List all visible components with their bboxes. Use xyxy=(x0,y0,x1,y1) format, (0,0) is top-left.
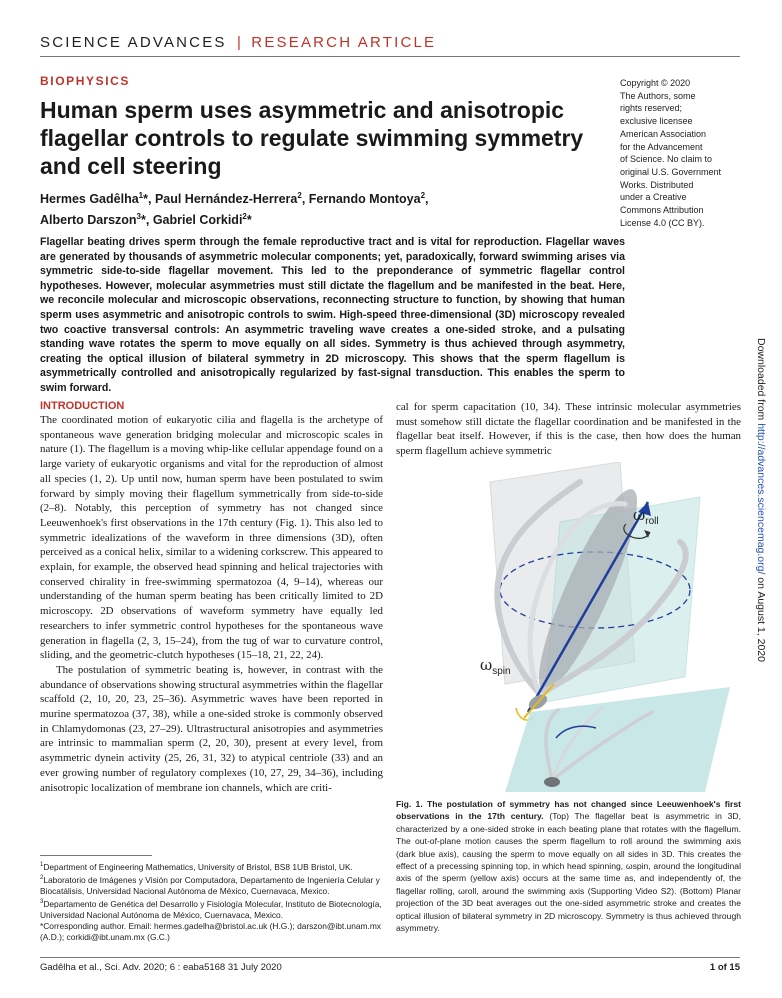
affiliation-item xyxy=(40,873,383,897)
affiliation-number: 2 xyxy=(40,874,44,881)
section-tag: BIOPHYSICS xyxy=(40,74,131,88)
corresponding-author xyxy=(40,921,383,943)
header-rule xyxy=(40,56,740,57)
author-affiliation: 3 xyxy=(136,212,141,222)
introduction-body xyxy=(40,413,383,795)
affiliation-text: Laboratorio de Imágenes y Visión por Computadora, Departamento de Ingeniería Celular y Biocatálisis, Universidad Nacional Autónoma de México, Cuernavaca, Mexico. xyxy=(40,874,380,896)
left-column xyxy=(40,400,383,795)
intro-paragraph-2: The postulation of symmetric beating is, however, in contrast with the abundance of observations showing structural asymmetries within the flagellar scaffold (2, 10, 20, 23, 25–36). Asymmetric waves have been reported in murine spermatozoa (37, 38), while a one-sided stroke is commonly observed in Chlamydomonas (23, 27–29). Ultrastructural anisotropies and asymmetries are intrinsic to mammalian sperm (2, 20, 30), present at every level, from asymmetric dynein activity (25, 26, 31, 32) to atypical centriole (33) and an ever growing number of regulatory complexes (10, 27, 29, 34–36), including anisotropic localization of membrane ion channels, which are criti- xyxy=(40,663,383,794)
header-separator: | xyxy=(237,34,241,51)
omega-spin-symbol: ω xyxy=(480,656,493,674)
copyright-line: License 4.0 (CC BY). xyxy=(620,217,705,228)
figure-1-caption xyxy=(396,798,741,934)
intro-paragraph-continued: cal for sperm capacitation (10, 34). These intrinsic molecular asymmetries must somehow still dictate the flagellar coordination and be manifested in the flagellar beat itself. However, if this is the case, then how does the human sperm flagellum achieve symmetric xyxy=(396,401,741,458)
corresponding-author-text[interactable]: *Corresponding author. Email: hermes.gadelha@bristol.ac.uk (H.G.); darszon@ibt.unam.mx (A.D.); corkidi@ibt.unam.mx (G.C.) xyxy=(40,920,381,942)
figure-1 xyxy=(430,462,730,792)
copyright-notice xyxy=(620,77,742,229)
author-affiliation: 1 xyxy=(138,191,144,200)
download-prefix: Downloaded from xyxy=(755,338,767,424)
article-type: RESEARCH ARTICLE xyxy=(251,34,437,51)
author-list xyxy=(40,187,600,229)
copyright-line: original U.S. Government xyxy=(620,166,722,177)
affiliation-text: Department of Engineering Mathematics, University of Bristol, BS8 1UB Bristol, UK. xyxy=(43,861,353,872)
affiliations xyxy=(40,860,383,943)
affiliation-text: Departamento de Genética del Desarrollo y Fisiología Molecular, Instituto de Biotecnología, Universidad Nacional Autónoma de México, Cuernavaca, Mexico. xyxy=(40,898,382,920)
author-suffix: *, xyxy=(141,213,153,228)
author-name[interactable]: Hermes Gadêlha xyxy=(40,192,139,207)
introduction-heading: INTRODUCTION xyxy=(40,400,125,412)
author-line-2 xyxy=(40,208,600,229)
caption-title: Fig. 1. The postulation of symmetry has not changed since Leeuwenhoek's first observations in the 17th century. xyxy=(396,799,741,822)
copyright-line: Copyright © 2020 xyxy=(620,78,691,88)
copyright-line: rights reserved; xyxy=(620,103,683,114)
caption-body: (Top) The flagellar beat is asymmetric in 3D, characterized by a one-sided stroke in each beating plane that rotates with the flagellum. The out-of-plane motion causes the sperm flagellum to roll around the swimming axis (dark blue axis), causing the sperm to move equally on all sides in 3D. This creates the effect of a precessing spinning top, in which head spinning, ωspin, around the longitudinal axis of the sperm (yellow axis) occurs at the same time as, and independently of, the flagellar rolling, ωroll, around the swimming axis (Supporting Video S2). (Bottom) Planar projection of the 3D beat averages out the one-sided asymmetric stroke and creates the optical illusion of bilateral symmetry in 2D microscopy. Symmetry is thus achieved through asymmetry. xyxy=(396,811,741,934)
affiliation-item xyxy=(40,897,383,921)
figure-1-illustration xyxy=(430,462,730,792)
author-suffix: * xyxy=(246,213,252,228)
author-suffix: , xyxy=(301,192,309,207)
journal-header xyxy=(40,34,436,51)
copyright-line: Commons Attribution xyxy=(620,205,704,216)
download-link[interactable]: http://advances.sciencemag.org/ xyxy=(755,423,767,575)
omega-spin-subscript: spin xyxy=(492,666,511,677)
abstract: Flagellar beating drives sperm through the female reproductive tract and is vital for reproduction. Flagellar waves are generated by thousands of asymmetric molecular components; yet, paradoxically, forward swimming arises via symmetric side-to-side flagellar movement. This led to the preponderance of symmetric flagellar control hypotheses. However, molecular asymmetries must still dictate the flagellum and be manifested in the beat. Here, we reconcile molecular and microscopic observations, reconnecting structure to function, by showing that human sperm uses asymmetric and anisotropic controls to swim. High-speed three-dimensional (3D) microscopy revealed two coactive transversal controls: An asymmetric traveling wave creates a one-sided stroke, and a pulsating standing wave rotates the sperm to move equally on all sides. Symmetry is thus achieved through asymmetry, creating the optical illusion of bilateral symmetry in 2D microscopy. This shows that the sperm flagellum is asymmetrically controlled and anisotropically regularized by fast-signal transduction. This enables the sperm to swim forward. xyxy=(40,236,625,394)
footer-rule xyxy=(40,957,740,958)
author-name[interactable]: Alberto Darszon xyxy=(40,213,137,228)
omega-roll-symbol: ω xyxy=(633,506,646,524)
affiliation-number: 1 xyxy=(40,862,44,868)
article-title: Human sperm uses asymmetric and anisotropic flagellar controls to regulate swimming symmetry and cell steering xyxy=(40,97,584,179)
journal-name: SCIENCE ADVANCES xyxy=(40,34,227,51)
author-affiliation: 2 xyxy=(242,212,247,222)
omega-roll-subscript: roll xyxy=(645,516,659,527)
affiliation-number: 3 xyxy=(40,898,44,905)
author-name[interactable]: Paul Hernández-Herrera xyxy=(154,192,298,207)
author-suffix: *, xyxy=(143,192,155,207)
author-line-1 xyxy=(40,187,600,208)
copyright-line: of Science. No claim to xyxy=(620,154,713,165)
affiliation-item xyxy=(40,860,383,873)
copyright-line: under a Creative xyxy=(620,192,687,203)
author-affiliation: 2 xyxy=(297,191,302,200)
page-number: 1 of 15 xyxy=(709,962,740,973)
copyright-line: for the Advancement xyxy=(620,141,703,152)
copyright-line: American Association xyxy=(620,128,707,139)
copyright-line: The Authors, some xyxy=(620,90,696,101)
download-suffix: on August 1, 2020 xyxy=(755,574,767,662)
copyright-line: exclusive licensee xyxy=(620,116,693,127)
footnote-rule xyxy=(40,855,152,856)
author-suffix: , xyxy=(425,192,429,207)
author-name[interactable]: Gabriel Corkidi xyxy=(152,213,243,228)
copyright-line: Works. Distributed xyxy=(620,179,694,190)
download-note xyxy=(755,338,767,662)
projected-sperm-head xyxy=(544,777,560,787)
author-affiliation: 2 xyxy=(420,191,426,200)
author-name[interactable]: Fernando Montoya xyxy=(308,192,421,207)
download-sidebar xyxy=(755,338,773,678)
citation-footer: Gadêlha et al., Sci. Adv. 2020; 6 : eaba5168 31 July 2020 xyxy=(40,962,282,973)
intro-paragraph-1: The coordinated motion of eukaryotic cilia and flagella is the archetype of spontaneous wave generation bridging molecular and microscopic scales in nature (1). The flagellum is a moving whip-like cellular appendage found on a large variety of eukaryotic organisms and vital for the reproduction of almost all species (1, 2). Up until now, human sperm have been postulated to swim forward by simply moving their flagellum symmetrically from side-to-side (2–8). Notably, this perception of symmetry has not changed since Leeuwenhoek's first observations in the 17th century (Fig. 1). This also led to symmetric idealizations of the waveform in three dimensions (3D), often perceived as a conical helix, similar to a widening corkscrew. This appeared to explain, for example, the observed head spinning and helical trajectories with conserved chirality in free-swimming spermatozoa (4, 9–14), whereas our understanding of the human sperm beating has been critically limited to 2D microscopy. 2D observations of waveform symmetry have equally led researchers to infer symmetric control hypotheses for the spontaneous wave generation in flagella (2, 3, 15–24), from the tug of war to curvature control, sliding, and the geometric-clutch hypotheses (15–18, 21, 22, 24). xyxy=(40,414,383,662)
